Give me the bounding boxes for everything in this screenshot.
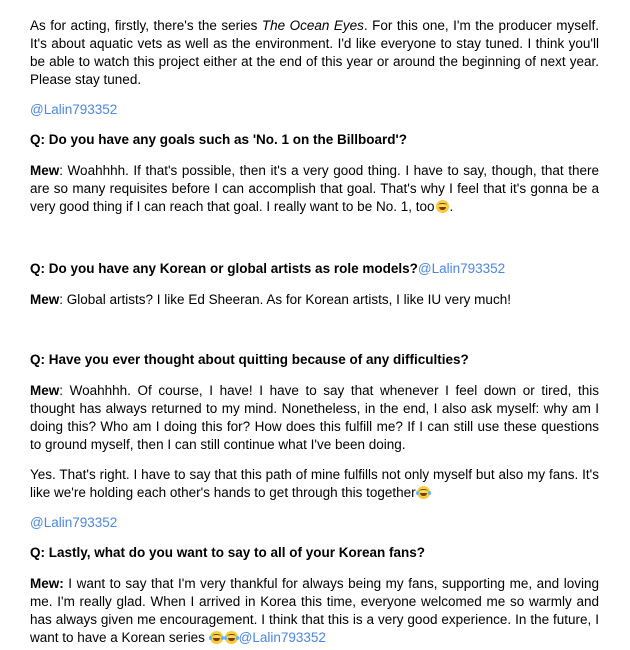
question-text: Q: Do you have any Korean or global artists as role models?	[30, 261, 418, 276]
spacer	[30, 321, 599, 351]
mention-link[interactable]: @Lalin793352	[30, 515, 118, 530]
followup-text: Yes. That's right. I have to say that this path of mine fulfills not only myself but also my fans. It's like we're holding each other's hands to get through this together	[30, 467, 599, 500]
question-quitting: Q: Have you ever thought about quitting because of any difficulties?	[30, 352, 469, 367]
intro-text-before: As for acting, firstly, there's the series	[30, 18, 262, 33]
tears-of-joy-emoji-icon	[210, 631, 223, 644]
mention-link[interactable]: @Lalin793352	[238, 630, 326, 645]
answer-quitting	[30, 382, 599, 454]
intro-text-after: . For this one, I'm the producer myself. It's about aquatic vets as well as the environment. I'd like everyone to stay tuned. I think you'll be able to watch this project either at the end of this year or around the beginning of next year. Please stay tuned.	[30, 18, 599, 87]
mention-link[interactable]: @Lalin793352	[30, 102, 118, 117]
mention-link[interactable]: @Lalin793352	[417, 261, 506, 276]
mention-line	[30, 514, 599, 532]
answer-end: .	[449, 199, 454, 214]
intro-paragraph	[30, 17, 599, 89]
answer-korean-fans	[30, 575, 599, 647]
tears-of-joy-emoji-icon	[417, 486, 430, 499]
answer-text: : Global artists? I like Ed Sheeran. As for Korean artists, I like IU very much!	[59, 292, 511, 307]
answer-text: : Woahhhh. If that's possible, then it's a very good thing. I have to say, though, that there are so many requisites before I can accomplish that goal. That's why I feel that it's gonna be a very good thing if I can reach that goal. I really want to be No. 1, too	[30, 163, 599, 214]
speaker-name: Mew	[30, 292, 60, 307]
grinning-sweat-emoji-icon	[436, 200, 449, 213]
question-korean-fans: Q: Lastly, what do you want to say to all of your Korean fans?	[30, 545, 426, 560]
question-billboard: Q: Do you have any goals such as 'No. 1 on the Billboard'?	[30, 132, 407, 147]
series-title: The Ocean Eyes	[261, 18, 364, 33]
speaker-name: Mew	[30, 383, 60, 398]
answer-quitting-followup	[30, 466, 599, 502]
answer-text: : Woahhhh. Of course, I have! I have to say that whenever I feel down or tired, this thought has always returned to my mind. Nonetheless, in the end, I also ask myself: why am I doing this? Who am I doing this for? How does this fulfill me? If I can still use these questions to ground myself, then I can still continue what I've been doing.	[30, 383, 599, 452]
answer-text: I want to say that I'm very thankful for always being my fans, supporting me, and loving me. I'm really glad. When I arrived in Korea this time, everyone welcomed me so warmly and has always given me encouragement. I think that this is a very good experience. In the future, I want to have a Korean series	[30, 576, 599, 645]
answer-role-models	[30, 291, 599, 309]
answer-billboard	[30, 162, 599, 216]
speaker-name: Mew	[30, 163, 60, 178]
speaker-name: Mew:	[30, 576, 64, 591]
spacer	[30, 228, 599, 260]
tears-of-joy-emoji-icon	[225, 631, 238, 644]
question-role-models	[30, 260, 599, 278]
mention-line	[30, 101, 599, 119]
